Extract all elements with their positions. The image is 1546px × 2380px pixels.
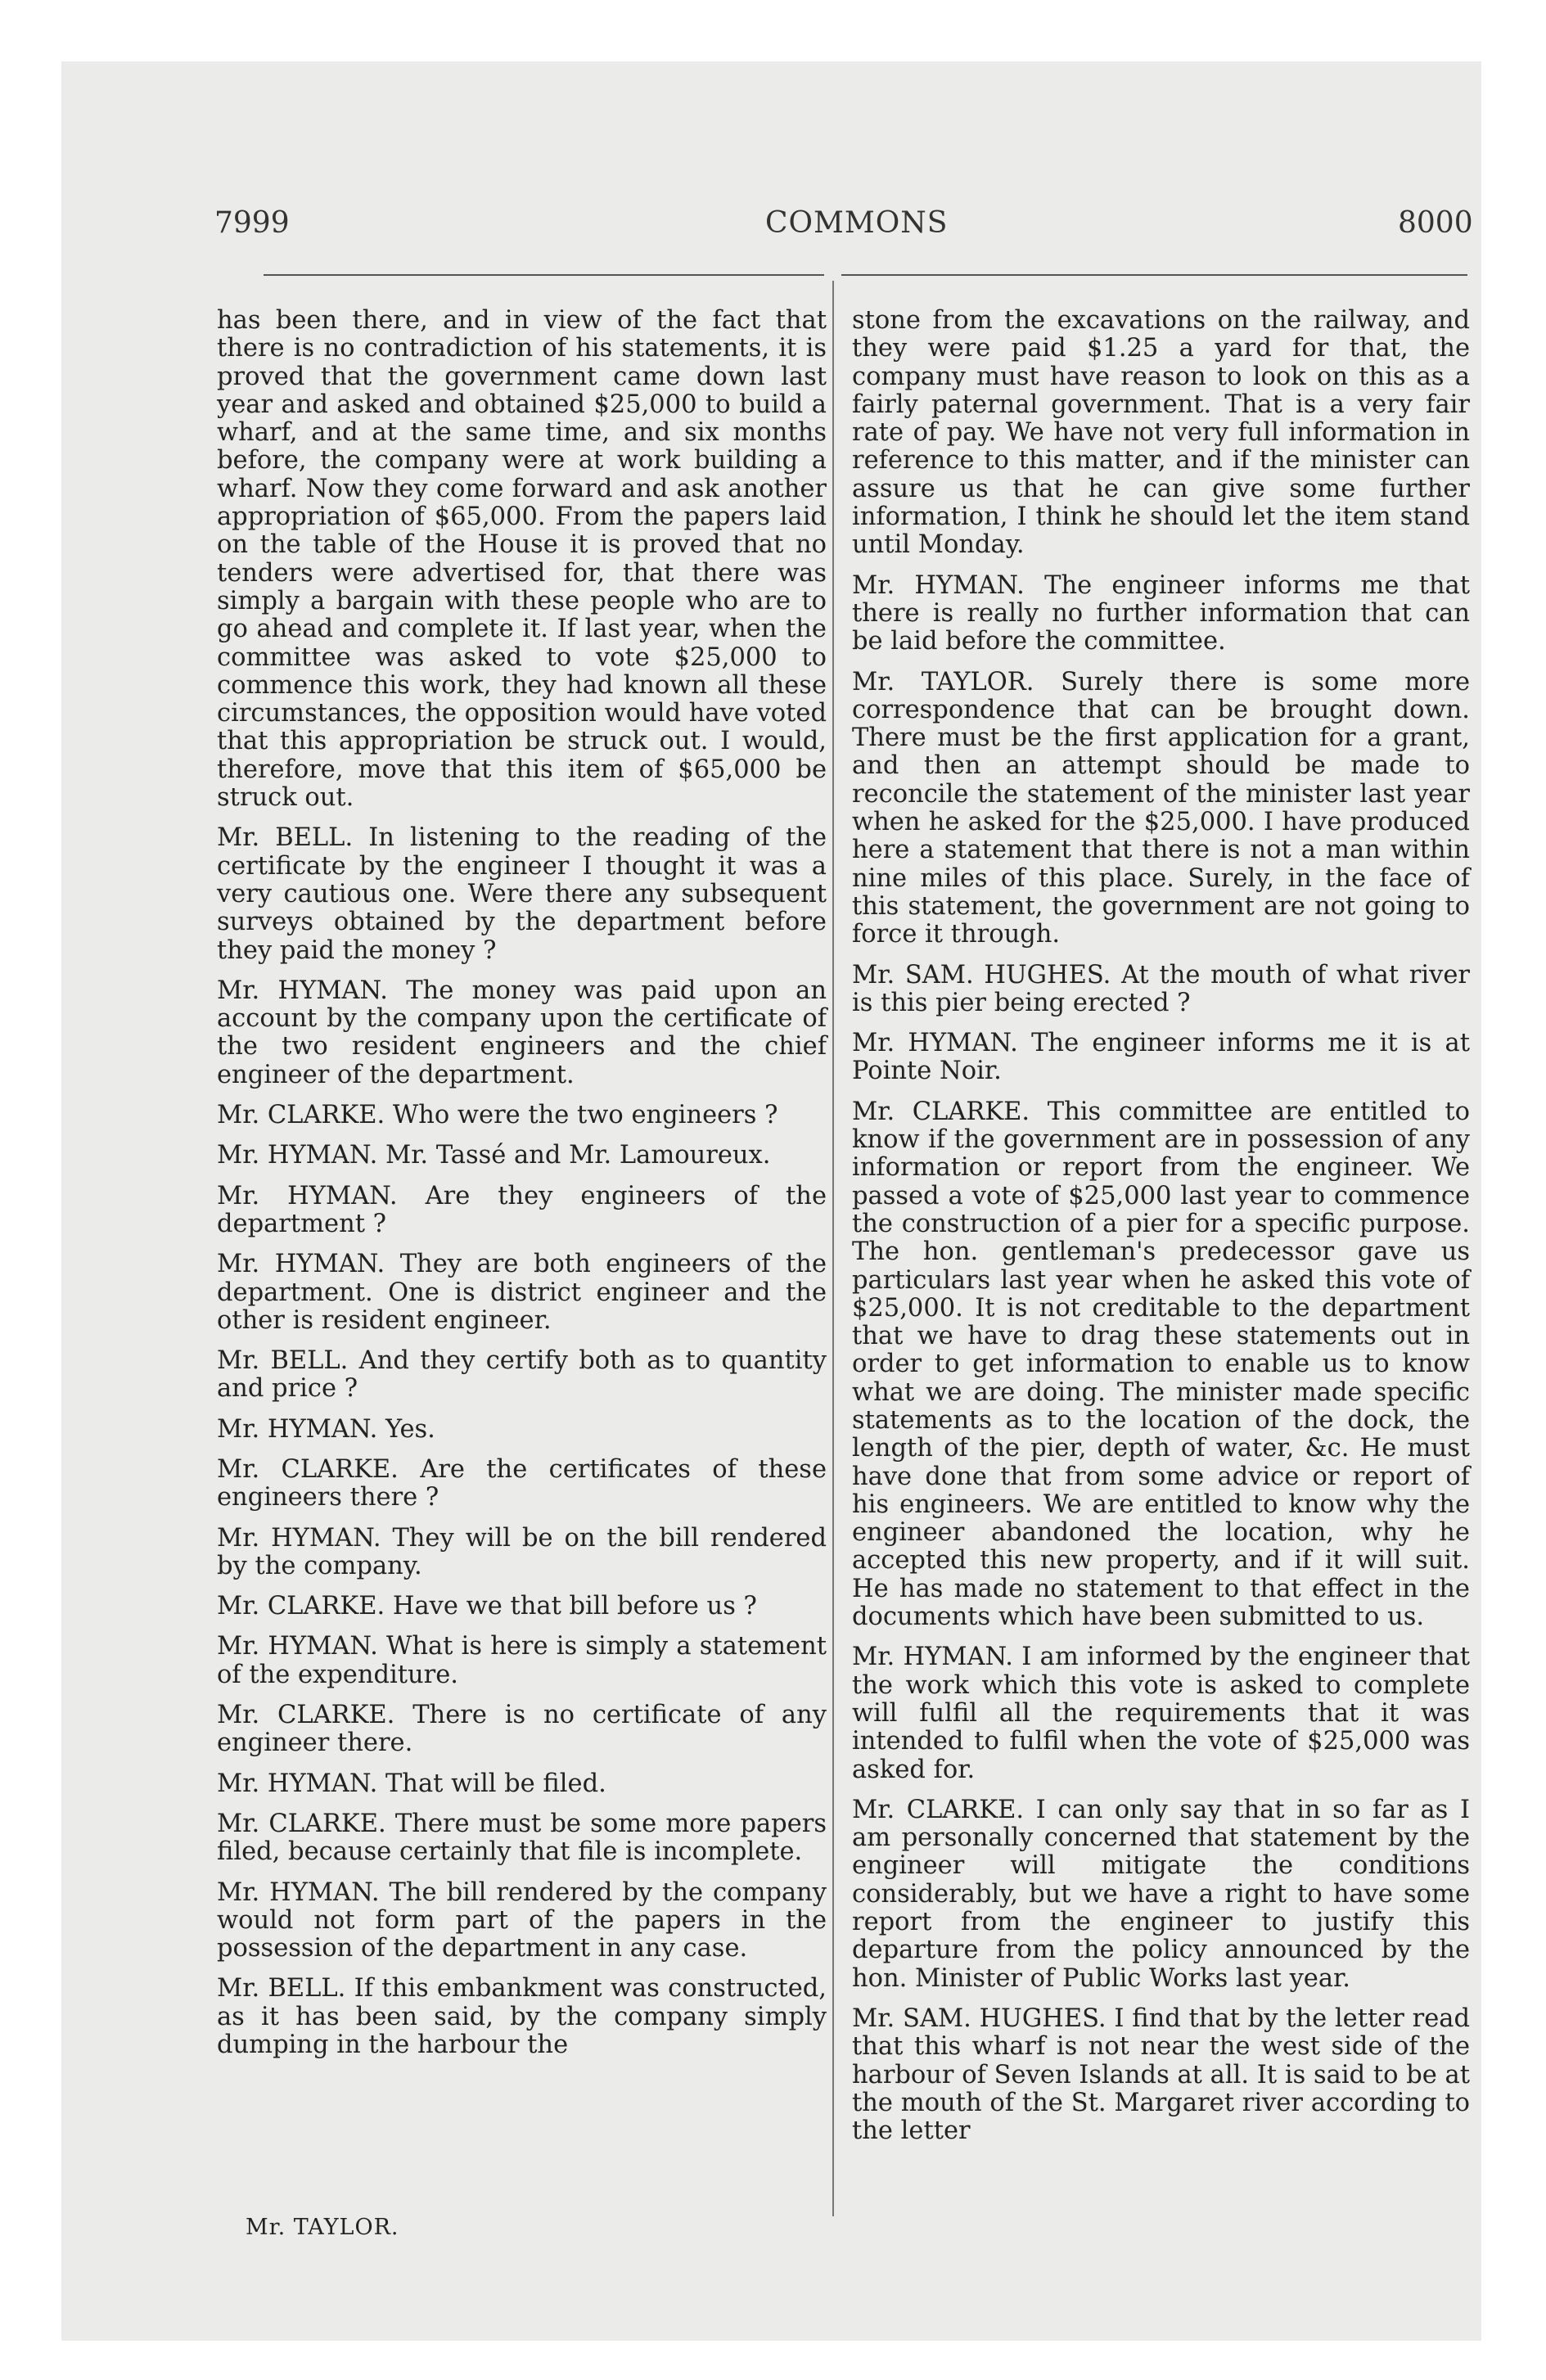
paragraph: Mr. HYMAN. They will be on the bill rendered by the company.	[217, 1523, 827, 1580]
paragraph: Mr. HYMAN. Are they engineers of the department ?	[217, 1181, 827, 1238]
catchword: Mr. TAYLOR.	[246, 2215, 399, 2240]
left-column	[217, 307, 827, 2071]
paragraph: Mr. BELL. In listening to the reading of the certificate by the engineer I thought it was a very cautious one. Were there any subsequent surveys obtained by the department before they paid the money ?	[217, 823, 827, 965]
paragraph: Mr. HYMAN. Yes.	[217, 1414, 435, 1444]
right-column	[852, 307, 1470, 2157]
paragraph: Mr. HYMAN. That will be filed.	[217, 1769, 606, 1798]
page-title: COMMONS	[765, 206, 949, 240]
paragraph: Mr. HYMAN. The engineer informs me it is at Pointe Noir.	[852, 1029, 1470, 1086]
paragraph: Mr. HYMAN. The bill rendered by the company would not form part of the papers in the possession of the department in any case.	[217, 1877, 827, 1963]
header-rule-left	[264, 274, 824, 276]
paragraph: Mr. HYMAN. Mr. Tassé and Mr. Lamoureux.	[217, 1141, 771, 1170]
paragraph: Mr. CLARKE. Are the certificates of these engineers there ?	[217, 1454, 827, 1512]
paragraph: Mr. CLARKE. I can only say that in so far as I am personally concerned that statement by the engineer will mitigate the conditions considerably, but we have a right to have some report from the engineer to justify this departure from the policy announced by the hon. Minister of Public Works last year.	[852, 1795, 1470, 1993]
paragraph: Mr. CLARKE. There is no certificate of any engineer there.	[217, 1701, 827, 1758]
paragraph: Mr. CLARKE. Who were the two engineers ?	[217, 1101, 778, 1130]
left-page-number: 7999	[214, 206, 290, 240]
paragraph: Mr. HYMAN. The engineer informs me that there is really no further information that can be laid before the committee.	[852, 570, 1470, 656]
paragraph: Mr. HYMAN. I am informed by the engineer that the work which this vote is asked to complete will fulfil all the requirements that it was intended to fulfil when the vote of $25,000 was asked for.	[852, 1643, 1470, 1784]
paragraph: Mr. HYMAN. They are both engineers of the department. One is district engineer and the other is resident engineer.	[217, 1250, 827, 1335]
paragraph: Mr. HYMAN. The money was paid upon an account by the company upon the certificate of the two resident engineers and the chief engineer of the department.	[217, 976, 827, 1089]
paragraph: Mr. HYMAN. What is here is simply a statement of the expenditure.	[217, 1632, 827, 1689]
paragraph: stone from the excavations on the railway, and they were paid $1.25 a yard for that, the company must have reason to look on this as a fairly paternal government. That is a very fair rate of pay. We have not very full information in reference to this matter, and if the minister can assure us that he can give some further information, I think he should let the item stand until Monday.	[852, 306, 1470, 560]
header-rule-right	[841, 274, 1467, 276]
column-divider	[832, 281, 834, 2216]
paragraph: Mr. BELL. And they certify both as to quantity and price ?	[217, 1346, 827, 1404]
paragraph: Mr. SAM. HUGHES. I find that by the letter read that this wharf is not near the west side of the harbour of Seven Islands at all. It is said to be at the mouth of the St. Margaret river according to the letter	[852, 2004, 1470, 2146]
right-page-number: 8000	[1398, 206, 1473, 240]
page-header	[0, 206, 1546, 247]
paragraph: Mr. BELL. If this embankment was constructed, as it has been said, by the company simply dumping in the harbour the	[217, 1974, 827, 2060]
paragraph: Mr. TAYLOR. Surely there is some more correspondence that can be brought down. There must be the first application for a grant, and then an attempt should be made to reconcile the statement of the minister last year when he asked for the $25,000. I have produced here a statement that there is not a man within nine miles of this place. Surely, in the face of this statement, the government are not going to force it through.	[852, 667, 1470, 949]
paragraph: Mr. CLARKE. This committee are entitled to know if the government are in possession of any information or report from the engineer. We passed a vote of $25,000 last year to commence the construction of a pier for a specific purpose. The hon. gentleman's predecessor gave us particulars last year when he asked this vote of $25,000. It is not creditable to the department that we have to drag these statements out in order to get information to enable us to know what we are doing. The minister made specific statements as to the location of the dock, the length of the pier, depth of water, &c. He must have done that from some advice or report of his engineers. We are entitled to know why the engineer abandoned the location, why he accepted this new property, and if it will suit. He has made no statement to that effect in the documents which have been submitted to us.	[852, 1097, 1470, 1632]
paragraph: has been there, and in view of the fact that there is no contradiction of his statements, it is proved that the government came down last year and asked and obtained $25,000 to build a wharf, and at the same time, and six months before, the company were at work building a wharf. Now they come forward and ask another appropriation of $65,000. From the papers laid on the table of the House it is proved that no tenders were advertised for, that there was simply a bargain with these people who are to go ahead and complete it. If last year, when the committee was asked to vote $25,000 to commence this work, they had known all these circumstances, the opposition would have voted that this appropriation be struck out. I would, therefore, move that this item of $65,000 be struck out.	[217, 306, 827, 813]
paragraph: Mr. CLARKE. Have we that bill before us ?	[217, 1592, 757, 1621]
paragraph: Mr. CLARKE. There must be some more papers filed, because certainly that file is incomplete.	[217, 1809, 827, 1867]
paragraph: Mr. SAM. HUGHES. At the mouth of what river is this pier being erected ?	[852, 960, 1470, 1017]
